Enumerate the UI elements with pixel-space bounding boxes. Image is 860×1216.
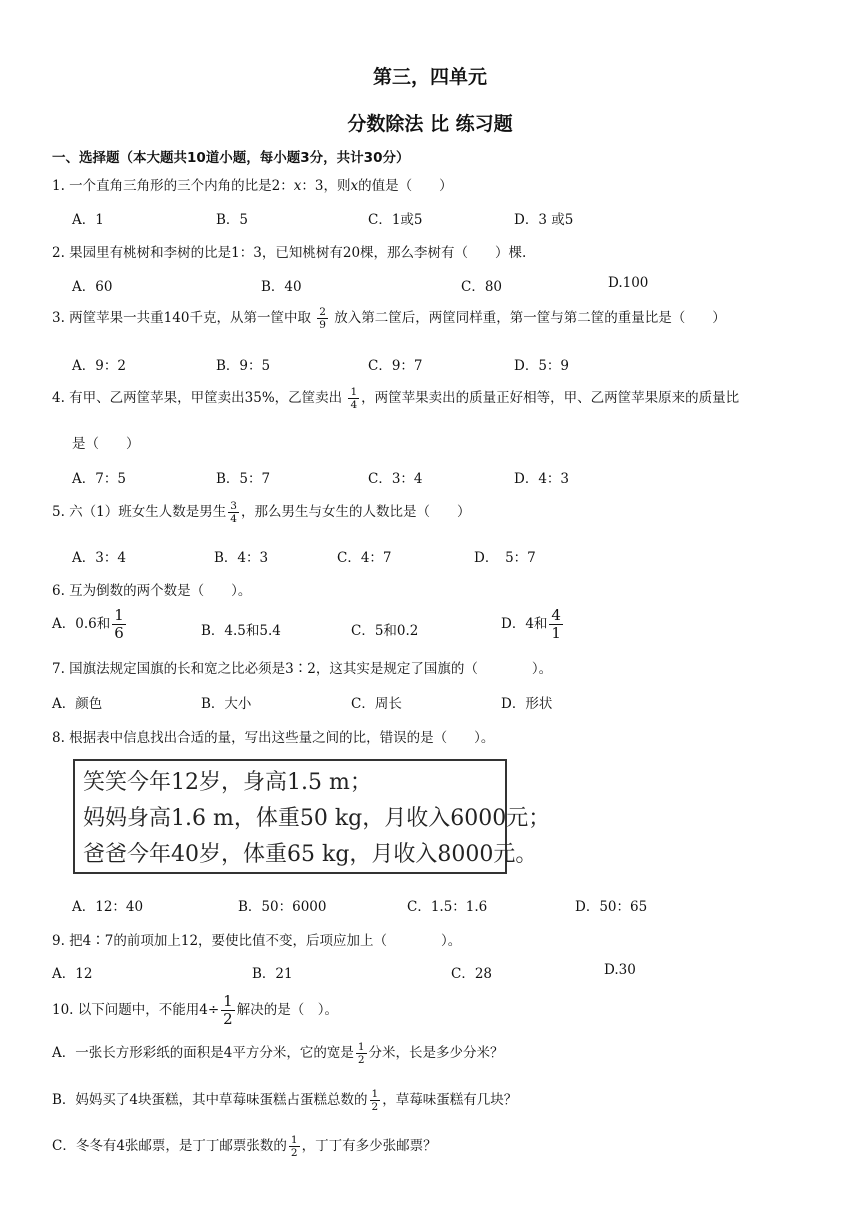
q4-option-c: C．3：4 [368, 471, 423, 487]
numerator: 1 [290, 1133, 298, 1146]
q10-option-a-text: A．一张长方形彩纸的面积是4平方分米，它的宽是 [52, 1045, 354, 1061]
q7-option-a: A．颜色 [52, 696, 103, 712]
fraction [228, 501, 239, 525]
q8-option-d: D．50：65 [575, 899, 648, 915]
q1-option-b: B．5 [216, 212, 249, 228]
denominator: 1 [551, 624, 561, 642]
q6-option-c: C．5和0.2 [351, 623, 419, 639]
q8-option-a: A．12：40 [72, 899, 144, 915]
numerator: 1 [223, 992, 233, 1010]
q6-option-a-label: A．0.6和 [52, 616, 111, 632]
q10-option-c-text-b: ，丁丁有多少张邮票？ [301, 1138, 437, 1154]
fraction [289, 1135, 300, 1159]
q6-option-a [52, 608, 128, 641]
numerator: 3 [230, 499, 237, 512]
denominator: 9 [319, 319, 326, 331]
info-table-image [73, 759, 551, 874]
question-5-stem-a: 5. 六（1）班女生人数是男生 [52, 504, 227, 520]
worksheet-title: 第三，四单元 [372, 66, 487, 88]
q5-option-c: C．4：7 [337, 550, 392, 566]
question-3-stem-a: 3. 两筐苹果一共重140千克，从第一筐中取 [52, 310, 311, 326]
denominator: 2 [357, 1054, 365, 1066]
numerator: 2 [319, 305, 326, 318]
denominator: 2 [223, 1010, 233, 1028]
q8-option-c: C．1.5：1.6 [407, 899, 488, 915]
fraction [348, 387, 359, 411]
q5-option-a: A．3：4 [72, 550, 126, 566]
q6-option-d-label: D．4和 [501, 616, 548, 632]
numerator: 4 [551, 606, 561, 624]
q10-option-b-text: B．妈妈买了4块蛋糕，其中草莓味蛋糕占蛋糕总数的 [52, 1092, 368, 1108]
denominator: 4 [350, 399, 358, 411]
q5-option-d: D． 5：7 [474, 550, 536, 566]
q3-option-c: C．9：7 [368, 358, 423, 374]
question-10-stem-a: 10. 以下问题中，不能用4÷ [52, 1002, 220, 1018]
q3-option-a: A．9：2 [72, 358, 126, 374]
question-5 [52, 500, 470, 525]
question-8: 8. 根据表中信息找出合适的量，写出这些量之间的比，错误的是（ ）。 [52, 730, 495, 746]
question-2: 2. 果园里有桃树和李树的比是1：3，已知桃树有20棵，那么李树有（ ）棵. [52, 245, 527, 261]
fraction [221, 994, 235, 1027]
question-4 [52, 386, 739, 411]
question-9: 9. 把4∶7的前项加上12，要使比值不变，后项应加上（ ）。 [52, 933, 462, 949]
q7-option-b: B．大小 [201, 696, 252, 712]
denominator: 6 [114, 624, 124, 642]
variable-x: x [293, 178, 302, 194]
q9-option-c: C．28 [451, 966, 493, 982]
question-1 [52, 174, 453, 194]
question-10 [52, 994, 338, 1027]
question-1-stem-c: 的值是（ ） [358, 178, 453, 194]
q1-option-d: D．3 或5 [514, 212, 574, 228]
worksheet-subtitle: 分数除法 比 练习题 [347, 113, 513, 135]
question-4-stem-a: 4. 有甲、乙两筐苹果，甲筐卖出35%，乙筐卖出 [52, 390, 343, 406]
q9-option-b: B．21 [252, 966, 293, 982]
q6-option-b: B．4.5和5.4 [201, 623, 281, 639]
denominator: 2 [290, 1147, 298, 1159]
section-heading: 一、选择题（本大题共10道小题，每小题3分，共计30分） [52, 150, 410, 166]
q1-option-c: C．1或5 [368, 212, 423, 228]
q10-option-a-text-b: 分米，长是多少分米？ [368, 1045, 504, 1061]
fraction [549, 608, 563, 641]
q4-option-d: D．4：3 [514, 471, 570, 487]
q2-option-d: D.100 [608, 275, 649, 291]
question-3 [52, 306, 726, 331]
q7-option-d: D．形状 [501, 696, 553, 712]
info-line-1: 笑笑今年12岁，身高1.5 m； [83, 770, 372, 795]
question-1-stem: 1. 一个直角三角形的三个内角的比是2： [52, 178, 294, 194]
q5-option-b: B．4：3 [214, 550, 269, 566]
denominator: 4 [230, 513, 237, 525]
fraction [112, 608, 126, 641]
q10-option-b-text-b: ，草莓味蛋糕有几块？ [382, 1092, 518, 1108]
q3-option-b: B．9：5 [216, 358, 271, 374]
q10-option-c-text: C．冬冬有4张邮票，是丁丁邮票张数的 [52, 1138, 287, 1154]
fraction [317, 307, 328, 331]
question-1-stem-b: ：3，则 [301, 178, 351, 194]
question-7: 7. 国旗法规定国旗的长和宽之比必须是3∶2，这其实是规定了国旗的（ ）。 [52, 661, 553, 677]
q2-option-c: C．80 [461, 279, 503, 295]
q6-option-d [501, 608, 565, 641]
q3-option-d: D．5：9 [514, 358, 570, 374]
fraction [356, 1042, 367, 1066]
question-5-stem-b: ，那么男生与女生的人数比是（ ） [240, 504, 471, 520]
q10-option-c [52, 1134, 437, 1159]
q9-option-a: A．12 [52, 966, 93, 982]
denominator: 2 [371, 1101, 379, 1113]
numerator: 1 [357, 1040, 365, 1053]
q10-option-b [52, 1088, 517, 1113]
info-line-3: 爸爸今年40岁，体重65 kg，月收入8000元。 [83, 842, 538, 867]
fraction [370, 1089, 381, 1113]
q4-option-a: A．7：5 [72, 471, 126, 487]
question-3-stem-b: 放入第二筐后，两筐同样重，第一筐与第二筐的重量比是（ ） [334, 310, 726, 326]
q4-option-b: B．5：7 [216, 471, 271, 487]
q7-option-c: C．周长 [351, 696, 402, 712]
q10-option-a [52, 1041, 504, 1066]
numerator: 1 [350, 385, 358, 398]
q8-option-b: B．50：6000 [238, 899, 327, 915]
q2-option-b: B．40 [261, 279, 302, 295]
variable-x: x [350, 178, 359, 194]
q1-option-a: A．1 [72, 212, 104, 228]
question-10-stem-b: 解决的是（ ）。 [236, 1002, 338, 1018]
question-4-stem-c: 是（ ） [72, 436, 140, 452]
question-4-stem-b: ，两筐苹果卖出的质量正好相等，甲、乙两筐苹果原来的质量比 [361, 390, 740, 406]
q9-option-d: D.30 [604, 962, 636, 978]
info-line-2: 妈妈身高1.6 m，体重50 kg，月收入6000元； [83, 806, 551, 831]
numerator: 1 [114, 606, 124, 624]
question-6: 6. 互为倒数的两个数是（ ）。 [52, 583, 252, 599]
q2-option-a: A．60 [72, 279, 113, 295]
numerator: 1 [371, 1087, 379, 1100]
